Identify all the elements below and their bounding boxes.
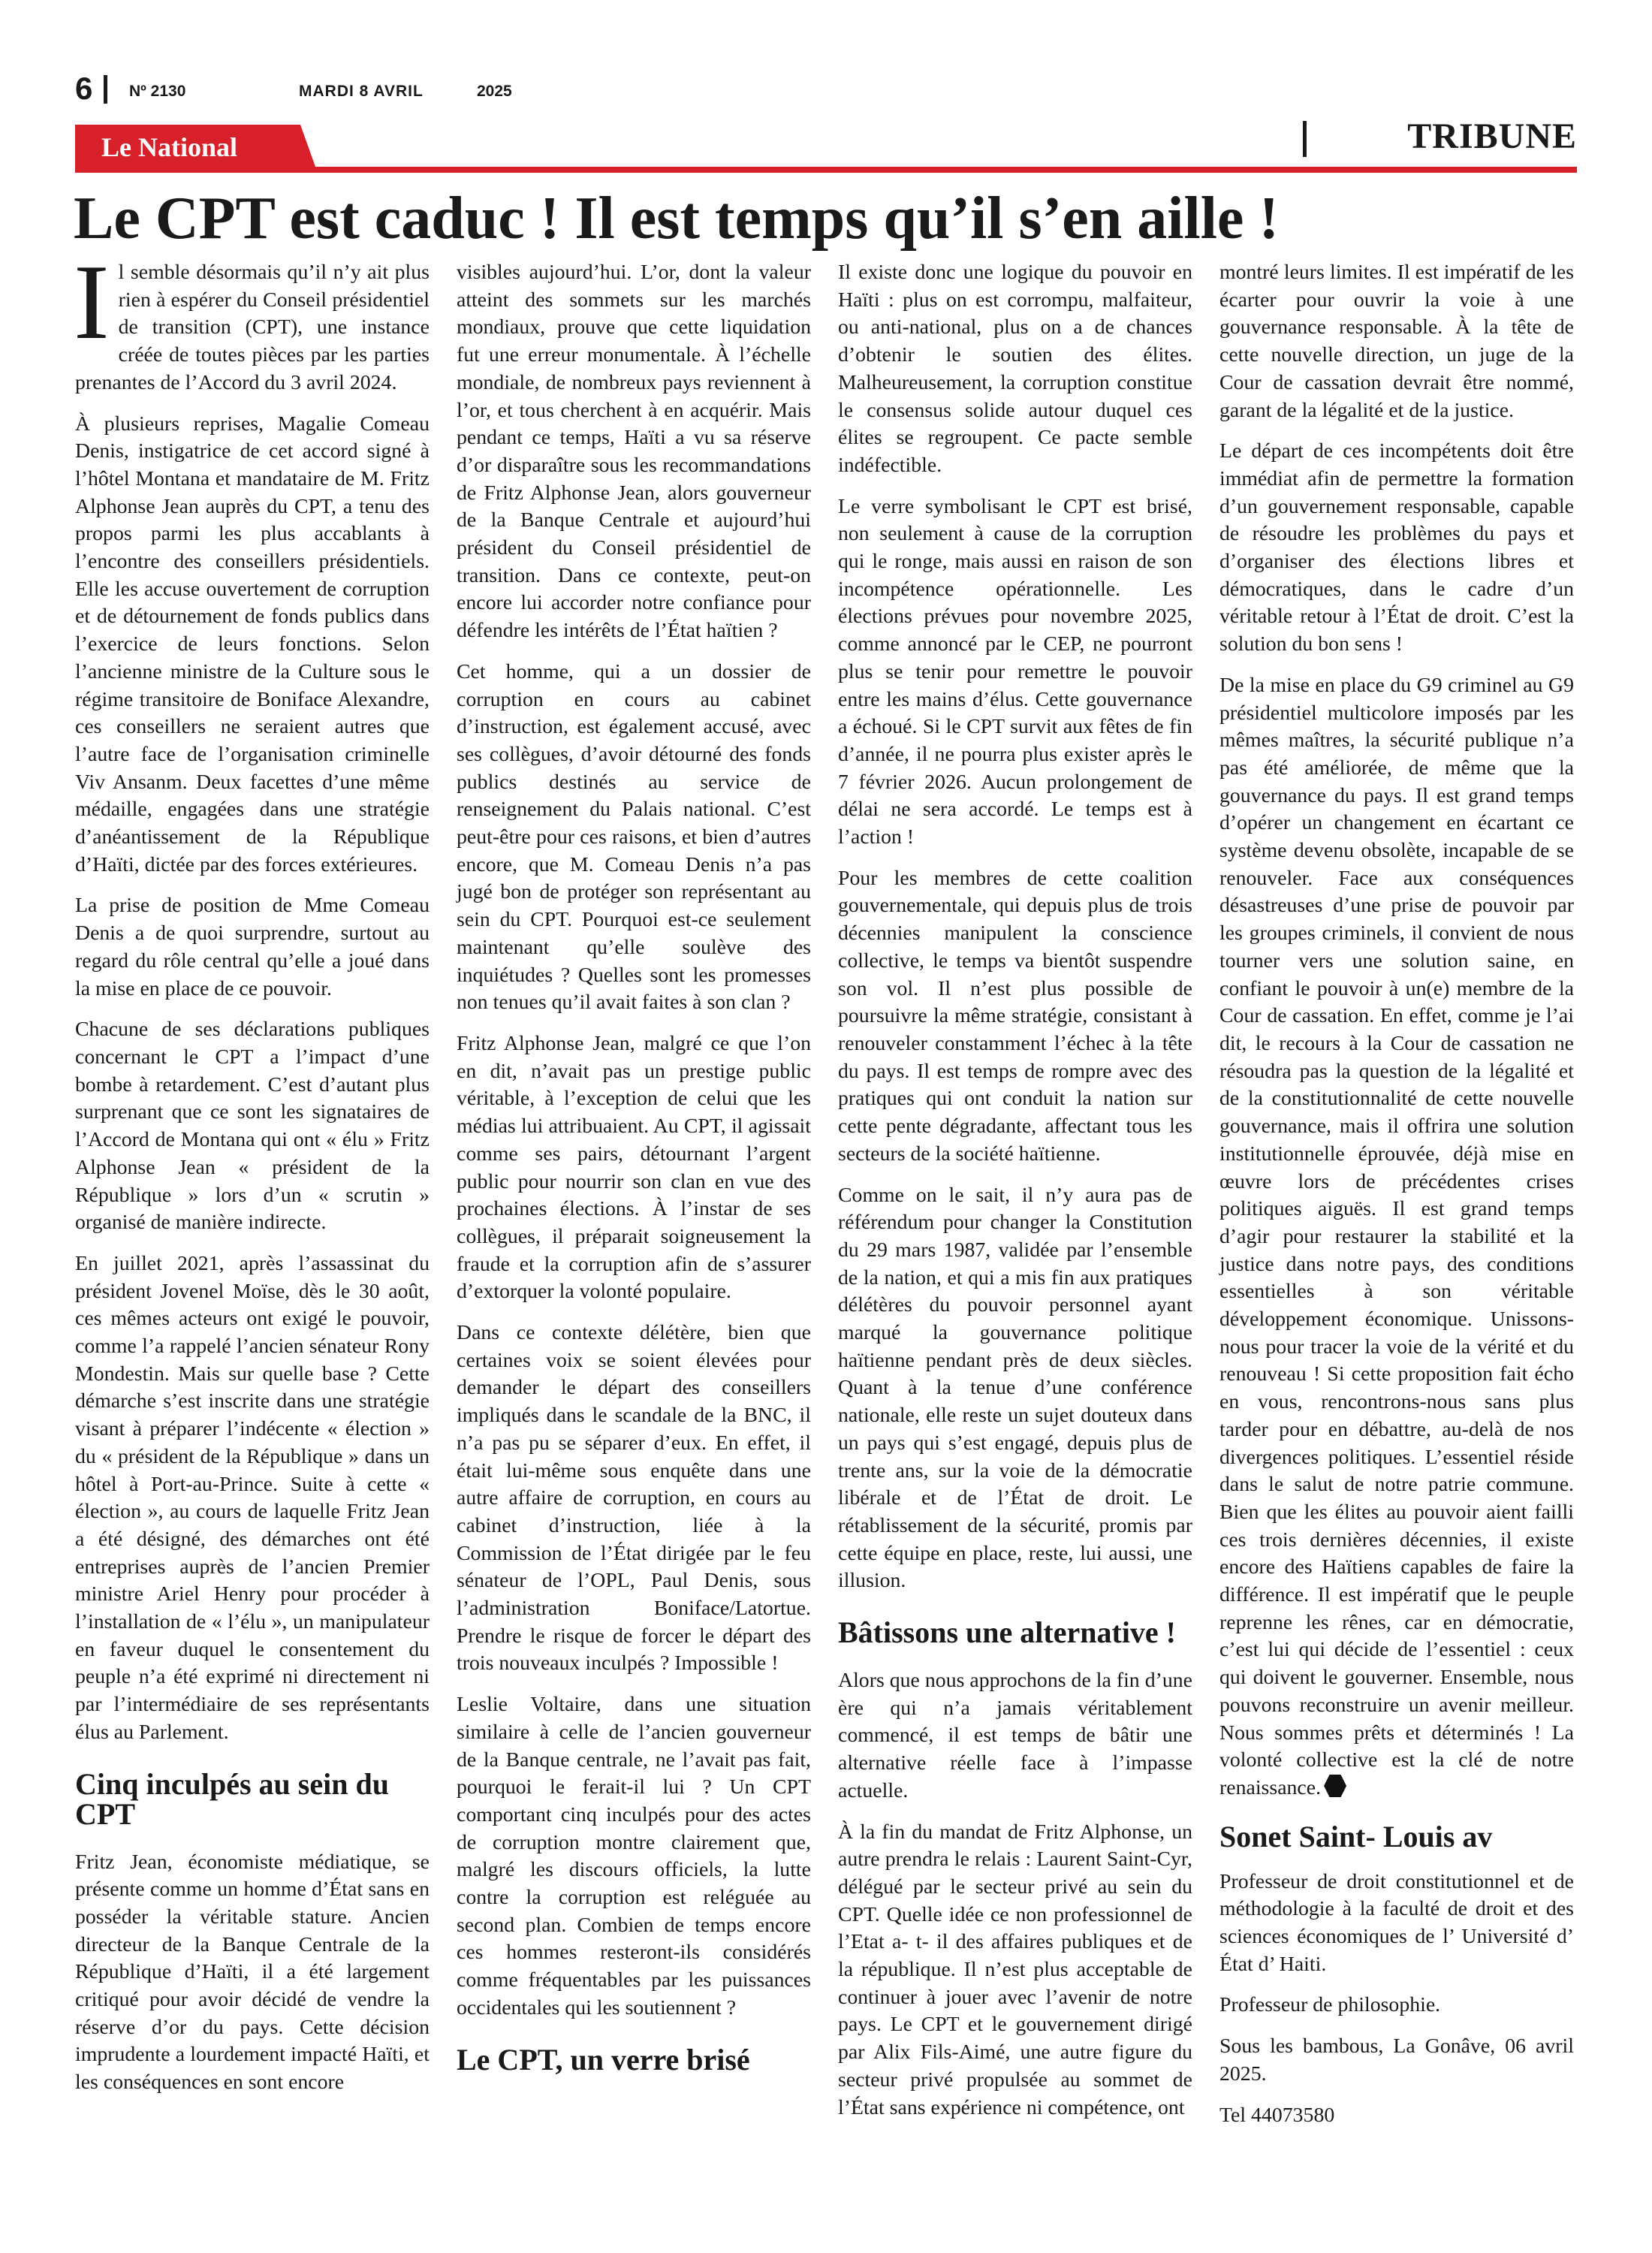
article-title: Le CPT est caduc ! Il est temps qu’il s’en aille ! (74, 185, 1280, 252)
author-name: Sonet Saint- Louis av (1219, 1819, 1493, 1853)
section-divider (1303, 121, 1307, 157)
subheading: Bâtissons une alternative ! (838, 1615, 1176, 1650)
paragraph: À plusieurs reprises, Magalie Comeau Denis, instigatrice de cet accord signé à l’hôtel Montana et mandataire de M. Fritz Alphonse Jean auprès du CPT, a tenu des propos parmi les plus accablants à l’encontre des conseillers présidentiels. Elle les accuse ouvertement de corruption et de détournement de fonds publics dans l’exercice de leurs fonctions. Selon l’ancienne ministre de la Culture sous le régime transitoire de Boniface Alexandre, ces conseillers ne seraient autres que l’autre face de l’organisation criminelle Viv Ansanm. Deux facettes d’une même médaille, engagées dans une stratégie d’anéantissement de la République d’Haïti, dictée par des forces extérieures. (75, 412, 430, 876)
paragraph: En juillet 2021, après l’assassinat du président Jovenel Moïse, dès le 30 août, ces mêmes acteurs ont exigé le pouvoir, comme l’a rappelé l’ancien sénateur Rony Mondestin. Mais sur quelle base ? Cette démarche s’est inscrite dans une stratégie visant à préparer l’indécente « élection » du « président de la République » dans un hôtel à Port-au-Prince. Suite à cette « élection », au cours de laquelle Fritz Jean a été désigné, des démarches ont été entreprises auprès de l’ancien Premier ministre Ariel Henry pour procéder à l’installation de « l’élu », un manipulateur en faveur duquel le consentement du peuple n’a été exprimé ni directement ni par l’intermédiaire de ses représentants élus au Parlement. (75, 1251, 430, 1744)
column-2 (457, 259, 811, 2095)
page-header (75, 72, 1577, 177)
page-number-divider (104, 75, 107, 104)
paragraph (1219, 672, 1574, 1802)
paragraph: Dans ce contexte délétère, bien que certaines voix se soient élevées pour demander le départ des conseillers impliqués dans le scandale de la BNC, il n’a pas pu se séparer d’eux. En effet, il était lui-même sous enquête dans une autre affaire de corruption, en cours au cabinet d’instruction, liée à la Commission de l’État dirigée par le feu sénateur de l’OPL, Paul Denis, sous l’administration Boniface/Latortue. Prendre le risque de forcer le départ des trois nouveaux inculpés ? Impossible ! (457, 1321, 811, 1675)
paragraph: Leslie Voltaire, dans une situation similaire à celle de l’ancien gouverneur de la Banque centrale, ne l’avait pas fait, pourquoi le ferait-il lui ? Un CPT comportant cinq inculpés pour des actes de corruption montre clairement que, malgré les discours officiels, la lutte contre la corruption est reléguée au second plan. Combien de temps encore ces hommes resteront-ils considérés comme fréquentables par les puissances occidentales qui les soutiennent ? (457, 1693, 811, 2019)
paragraph: Le départ de ces incompétents doit être immédiat afin de permettre la formation d’un gouvernement responsable, capable de résoudre les problèmes du pays et d’organiser des élections libres et démocratiques, dans le cadre d’un véritable retour à l’État de droit. C’est la solution du bon sens ! (1219, 439, 1574, 656)
issue-number: Nº 2130 (129, 83, 186, 100)
paragraph: Pour les membres de cette coalition gouvernementale, qui depuis plus de trois décennies manipulent la conscience collective, le temps va bientôt suspendre son vol. Il n’est plus possible de poursuivre la même stratégie, consistant à renouveler constamment l’échec à la tête du pays. Il est temps de rompre avec des pratiques qui ont conduit la nation sur cette pente dégradante, affectant tous les secteurs de la société haïtienne. (838, 866, 1192, 1166)
paragraph: Alors que nous approchons de la fin d’une ère qui n’a jamais véritablement commencé, il est temps de bâtir une alternative réelle face à l’impasse actuelle. (838, 1669, 1192, 1802)
drop-cap: I (74, 243, 110, 361)
page-number: 6 (75, 71, 93, 106)
paragraph: montré leurs limites. Il est impératif de les écarter pour ouvrir la voie à une gouvernance responsable. À la tête de cette nouvelle direction, un juge de la Cour de cassation devrait être nommé, garant de la légalité et de la justice. (1219, 261, 1574, 422)
paragraph-text: De la mise en place du G9 criminel au G9 présidentiel multicolore imposés par les mêmes maîtres, la sécurité publique n’a pas été améliorée, de même que la gouvernance du pays. Il est grand temps d’opérer un changement en écartant ce système devenu obsolète, incapable de se renouveler. Face aux conséquences désastreuses d’une prise de pouvoir par les groupes criminels, il convient de nous tourner vers une solution saine, en confiant le pouvoir à un(e) membre de la Cour de cassation. En effet, comme je l’ai dit, le recours à la Cour de cassation ne résoudra pas la question de la légalité et de la constitutionnalité de cette nouvelle gouvernance, mais il offrira une solution institutionnelle éprouvée, déjà mise en œuvre lors de précédentes crises politiques aiguës. Il est grand temps d’agir pour restaurer la stabilité et la justice dans notre pays, des conditions essentielles à son véritable développement économique. Unissons-nous pour tracer la voie de la vérité et du renouveau ! Si cette proposition fait écho en vous, rencontrons-nous sans plus tarder pour en débattre, au-delà de nos divergences politiques. L’essentiel réside dans le salut de notre patrie commune. Bien que les élites au pouvoir aient failli ces trois dernières décennies, il existe encore des Haïtiens capables de faire la différence. Il est impératif que le peuple reprenne les rênes, car en démocratie, c’est lui qui décide de l’essentiel : ceux qui doivent le gouverner. Ensemble, nous pouvons reconstruire un avenir meilleur. Nous sommes prêts et déterminés ! La volonté collective est la clé de notre renaissance. (1219, 673, 1574, 1799)
paragraph-text: l semble désormais qu’il n’y ait plus rien à espérer du Conseil présidentiel de transition (CPT), une instance créée de toutes pièces par les parties prenantes de l’Accord du 3 avril 2024. (75, 261, 430, 394)
paragraph: Fritz Jean, économiste médiatique, se présente comme un homme d’État sans en posséder la véritable stature. Ancien directeur de la Banque Centrale de la République d’Haïti, il a été largement critiqué pour avoir décidé de vendre la réserve d’or du pays. Cette décision imprudente a lourdement impacté Haïti, et les conséquences en sont encore (75, 1850, 430, 2095)
paragraph: Cet homme, qui a un dossier de corruption en cours au cabinet d’instruction, est également accusé, avec ses collègues, d’avoir détourné des fonds publics destinés au service de renseignement du Palais national. C’est peut-être pour ces raisons, et bien d’autres encore, que M. Comeau Denis n’a pas jugé bon de protéger son représentant au sein du CPT. Pourquoi est-ce seulement maintenant qu’elle soulève des inquiétudes ? Quelles sont les promesses non tenues qu’il avait faites à son clan ? (457, 659, 811, 1015)
paragraph: À la fin du mandat de Fritz Alphonse, un autre prendra le relais : Laurent Saint-Cyr, délégué par le secteur privé au sein du CPT. Quelle idée ce non professionnel de l’Etat a- t- il des affaires publiques et de la république. Il n’est plus acceptable de continuer à jouer avec l’avenir de notre pays. Le CPT et le gouvernement dirigé par Alix Fils-Aimé, une autre figure du secteur privé propulsée au sommet de l’État sans expérience ni compétence, ont (838, 1820, 1192, 2119)
issue-year: 2025 (477, 83, 512, 100)
paragraph: La prise de position de Mme Comeau Denis a de quoi surprendre, surtout au regard du rôle central qu’elle a joué dans la mise en place de ce pouvoir. (75, 894, 430, 1000)
column-4 (1219, 259, 1574, 2143)
dateline: Sous les bambous, La Gonâve, 06 avril 2025. (1219, 2034, 1574, 2086)
paragraph: visibles aujourd’hui. L’or, dont la valeur atteint des sommets sur les marchés mondiaux, prouve que cette liquidation fut une erreur monumentale. À l’échelle mondiale, de nombreux pays reviennent à l’or, et tous cherchent à en acquérir. Mais pendant ce temps, Haïti a vu sa réserve d’or disparaître sous les recommandations de Fritz Alphonse Jean, alors gouverneur de la Banque Centrale et aujourd’hui président du Conseil présidentiel de transition. Dans ce contexte, peut-on encore lui accorder notre confiance pour défendre les intérêts de l’État haïtien ? (457, 261, 811, 643)
header-rule (75, 167, 1577, 173)
issue-date: MARDI 8 AVRIL (299, 83, 424, 100)
paragraph (74, 243, 430, 397)
newspaper-name: Le National (101, 132, 238, 162)
author-bio: Professeur de philosophie. (1219, 1993, 1441, 2017)
paragraph: Le verre symbolisant le CPT est brisé, non seulement à cause de la corruption qui le ronge, mais aussi en raison de son incompétence opérationnelle. Les élections prévues pour novembre 2025, comme annoncé par le CEP, ne pourront plus se tenir pour remettre le pouvoir entre les mains d’élus. Cette gouvernance a échoué. Si le CPT survit aux fêtes de fin d’année, il ne pourra plus exister après le 7 février 2026. Aucun prolongement de délai ne sera accordé. Le temps est à l’action ! (838, 494, 1192, 849)
paragraph: Comme on le sait, il n’y aura pas de référendum pour changer la Constitution du 29 mars 1987, validée par l’ensemble de la nation, et qui a mis fin aux pratiques délétères du pouvoir personnel ayant marqué la gouvernance politique haïtienne pendant près de deux siècles. Quant à la tenue d’une conférence nationale, elle reste un sujet douteux dans un pays qui s’est engagé, depuis plus de trente ans, sur la voie de la démocratie libérale et de l’État de droit. Le rétablissement de la sécurité, promis par cette équipe en place, reste, lui aussi, une illusion. (838, 1183, 1192, 1593)
paragraph: Il existe donc une logique du pouvoir en Haïti : plus on est corrompu, malfaiteur, ou anti-national, plus on a de chances d’obtenir le soutien des élites. Malheureusement, la corruption constitue le consensus solide autour duquel ces élites se regroupent. Ce pacte semble indéfectible. (838, 261, 1192, 477)
paragraph: Chacune de ses déclarations publiques concernant le CPT a l’impact d’une bombe à retardement. C’est d’autant plus surprenant que ce sont les signataires de l’Accord de Montana qui ont « élu » Fritz Alphonse Jean « président de la République » lors d’un « scrutin » organisé de manière indirecte. (75, 1018, 430, 1235)
author-phone: Tel 44073580 (1219, 2103, 1335, 2127)
subheading: Le CPT, un verre brisé (457, 2042, 750, 2077)
paragraph: Fritz Alphonse Jean, malgré ce que l’on en dit, n’avait pas un prestige public véritable, à l’exception de celui que les médias lui attribuaient. Au CPT, il agissait comme ses pairs, détournant l’argent public pour nourrir son clan en vue des prochaines élections. À l’instar de ses collègues, il préparait soigneusement la fraude et la corruption afin de s’assurer d’extorquer la volonté populaire. (457, 1031, 811, 1304)
column-1 (74, 243, 430, 2110)
column-3 (838, 259, 1192, 2135)
subheading: Cinq inculpés au sein du CPT (75, 1766, 389, 1831)
author-bio: Professeur de droit constitutionnel et de méthodologie à la faculté de droit et des sciences économiques de l’ Université d’ État d’ Haiti. (1219, 1869, 1574, 1976)
end-mark-icon (1324, 1775, 1346, 1797)
section-name: TRIBUNE (1407, 116, 1577, 156)
